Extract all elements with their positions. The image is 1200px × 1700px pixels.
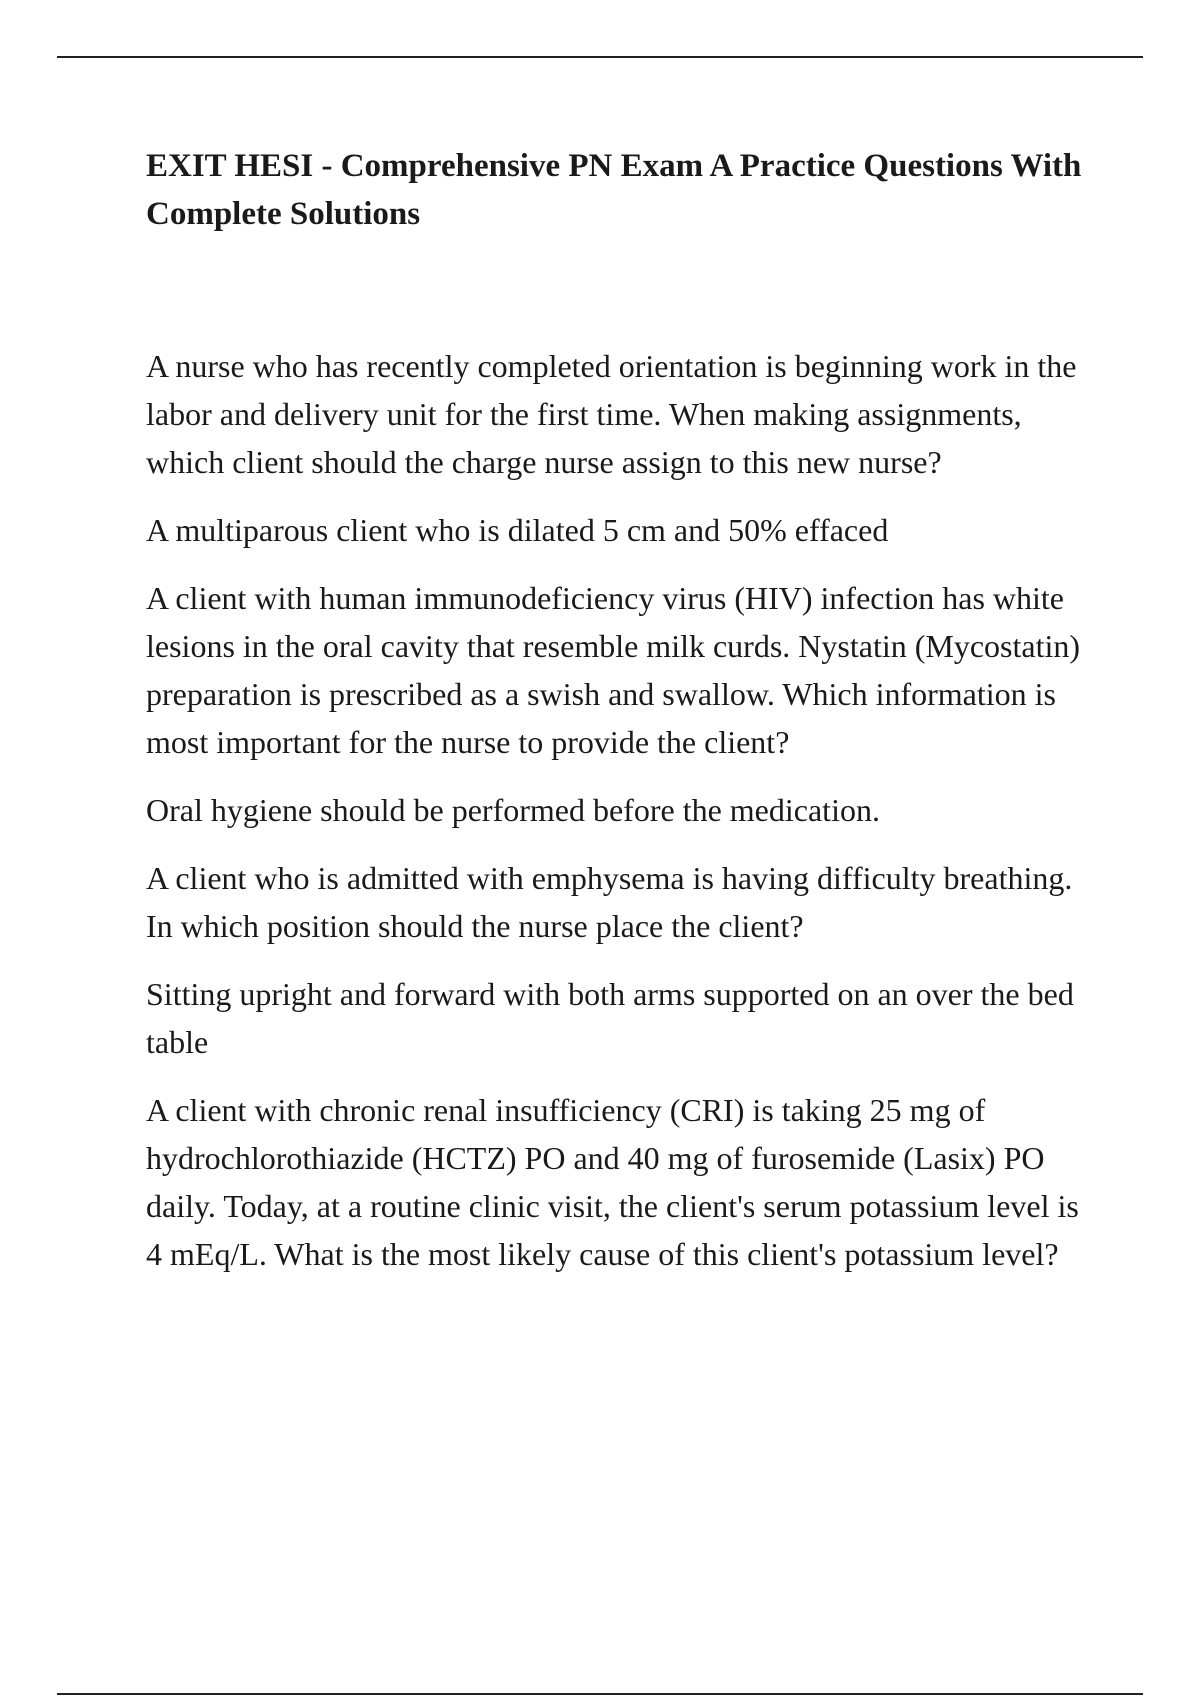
- answer-1: A multiparous client who is dilated 5 cm and 50% effaced: [146, 512, 889, 548]
- question-3: A client who is admitted with emphysema is having difficulty breathing. In which position should the nurse place the client?: [146, 860, 1073, 944]
- bottom-rule: [57, 1693, 1143, 1695]
- answer-2: Oral hygiene should be performed before the medication.: [146, 792, 880, 828]
- question-2: A client with human immunodeficiency virus (HIV) infection has white lesions in the oral cavity that resemble milk curds. Nystatin (Mycostatin) preparation is prescribed as a swish and swallow. Which information is most important for the nurse to provide the client?: [146, 580, 1081, 760]
- document-title: EXIT HESI - Comprehensive PN Exam A Practice Questions With Complete Solutions: [146, 148, 1082, 232]
- question-4: A client with chronic renal insufficiency (CRI) is taking 25 mg of hydrochlorothiazide (HCTZ) PO and 40 mg of furosemide (Lasix) PO daily. Today, at a routine clinic visit, the client's serum potassium level is 4 mEq/L. What is the most likely cause of this client's potassium level?: [146, 1092, 1079, 1272]
- question-1: A nurse who has recently completed orientation is beginning work in the labor and delivery unit for the first time. When making assignments, which client should the charge nurse assign to this new nurse?: [146, 348, 1077, 480]
- document-body: [146, 142, 1096, 1298]
- answer-3: Sitting upright and forward with both arms supported on an over the bed table: [146, 976, 1074, 1060]
- top-rule: [57, 56, 1143, 58]
